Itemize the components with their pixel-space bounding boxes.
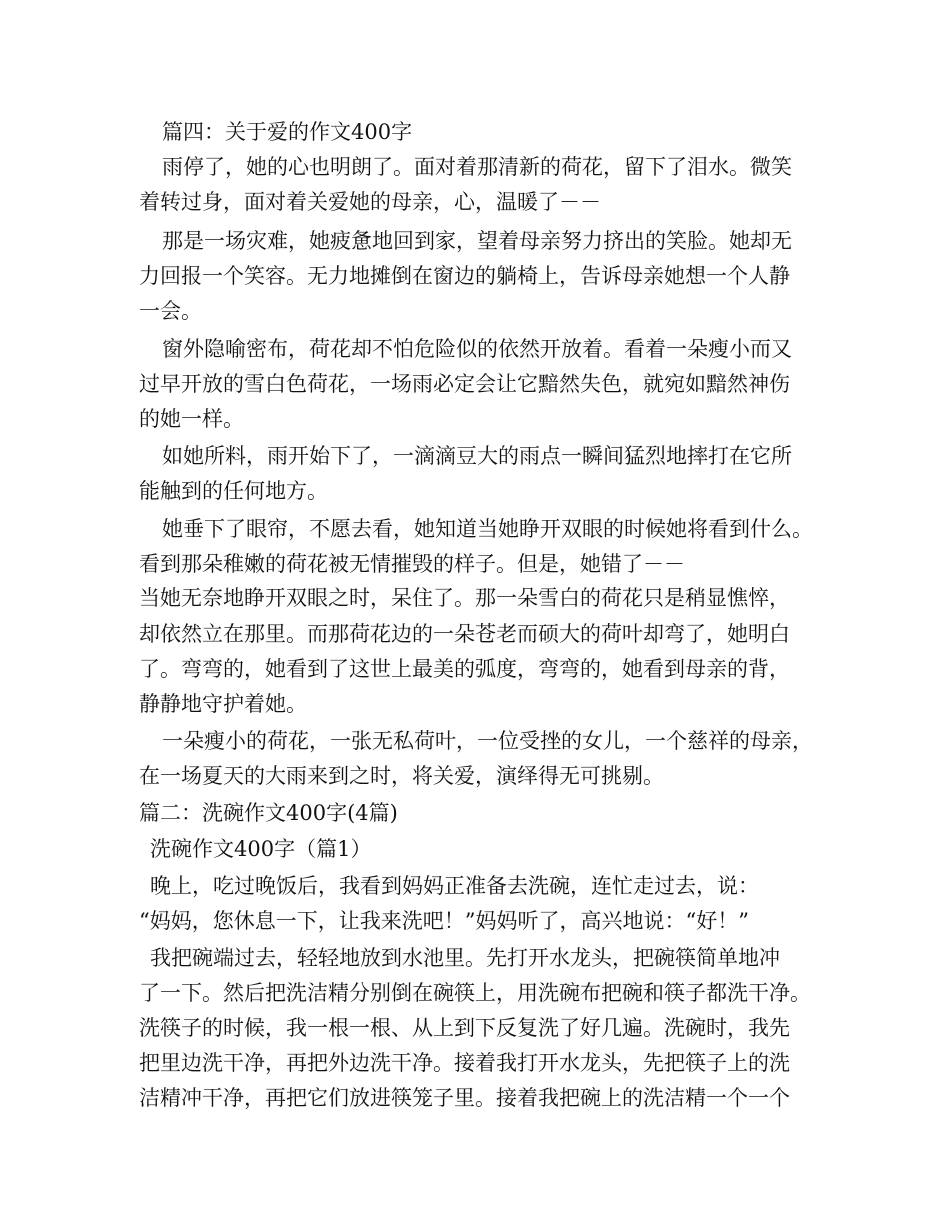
paragraph-line: 静静地守护着她。 [139, 692, 307, 716]
paragraph-line: 能触到的任何地方。 [139, 479, 328, 503]
paragraph-line: 如她所料，雨开始下了，一滴滴豆大的雨点一瞬间猛烈地摔打在它所 [162, 444, 792, 468]
paragraph-line: 把里边洗干净，再把外边洗干净。接着我打开水龙头，先把筷子上的洗 [139, 1051, 790, 1075]
paragraph-line: 洗筷子的时候，我一根一根、从上到下反复洗了好几遍。洗碗时，我先 [139, 1016, 790, 1040]
paragraph-line: 窗外隐喻密布，荷花却不怕危险似的依然开放着。看着一朵瘦小而又 [162, 337, 792, 361]
paragraph-line: 了。弯弯的，她看到了这世上最美的弧度，弯弯的，她看到母亲的背， [139, 657, 790, 681]
heading-essay-two: 篇二：洗碗作文400字(4篇) [139, 801, 398, 825]
paragraph-line: 一会。 [139, 299, 202, 323]
paragraph-line: “妈妈，您休息一下，让我来洗吧！”妈妈听了，高兴地说：“好！” [139, 909, 749, 933]
paragraph-line: 当她无奈地睁开双眼之时，呆住了。那一朵雪白的荷花只是稍显憔悴， [139, 586, 790, 610]
paragraph-line: 力回报一个笑容。无力地摊倒在窗边的躺椅上，告诉母亲她想一个人静 [139, 264, 790, 288]
paragraph-line: 洁精冲干净，再把它们放进筷笼子里。接着我把碗上的洗洁精一个一个 [139, 1086, 790, 1110]
paragraph-line: 过早开放的雪白色荷花，一场雨必定会让它黯然失色，就宛如黯然神伤 [139, 372, 790, 396]
paragraph-line: 晚上，吃过晚饭后，我看到妈妈正准备去洗碗，连忙走过去，说： [150, 874, 759, 898]
subheading-essay-part-one: 洗碗作文400字（篇1） [150, 837, 372, 861]
paragraph-line: 她垂下了眼帘，不愿去看，她知道当她睁开双眼的时候她将看到什么。 [162, 517, 813, 541]
paragraph-line: 却依然立在那里。而那荷花边的一朵苍老而硕大的荷叶却弯了，她明白 [139, 622, 790, 646]
paragraph-line: 在一场夏天的大雨来到之时，将关爱，演绎得无可挑剔。 [139, 764, 664, 788]
paragraph-line: 我把碗端过去，轻轻地放到水池里。先打开水龙头，把碗筷简单地冲 [150, 946, 780, 970]
paragraph-line: 的她一样。 [139, 407, 244, 431]
paragraph-line: 雨停了，她的心也明朗了。面对着那清新的荷花，留下了泪水。微笑 [162, 155, 792, 179]
paragraph-line: 看到那朵稚嫩的荷花被无情摧毁的样子。但是，她错了－－ [139, 552, 685, 576]
heading-essay-four: 篇四：关于爱的作文400字 [162, 120, 413, 144]
paragraph-line: 着转过身，面对着关爱她的母亲，心，温暖了－－ [139, 190, 601, 214]
paragraph-line: 那是一场灾难，她疲惫地回到家，望着母亲努力挤出的笑脸。她却无 [162, 229, 792, 253]
paragraph-line: 一朵瘦小的荷花，一张无私荷叶，一位受挫的女儿，一个慈祥的母亲， [162, 729, 813, 753]
paragraph-line: 了一下。然后把洗洁精分别倒在碗筷上，用洗碗布把碗和筷子都洗干净。 [139, 981, 811, 1005]
